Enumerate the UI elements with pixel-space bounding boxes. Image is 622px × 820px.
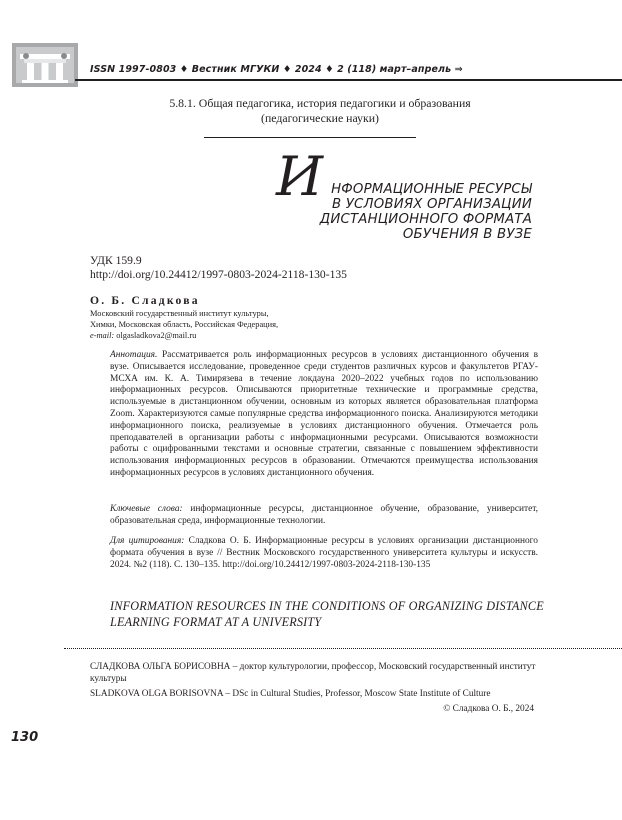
- header-divider: [75, 79, 622, 81]
- citation-label: Для цитирования:: [110, 536, 185, 546]
- author-info-ru: СЛАДКОВА ОЛЬГА БОРИСОВНА – доктор культурологии, профессор, Московский государственный институт культуры: [90, 662, 536, 684]
- affiliation-line-2: Химки, Московская область, Российская Федерация,: [90, 320, 279, 329]
- section-heading: [120, 96, 520, 126]
- keywords-label: Ключевые слова:: [110, 504, 183, 514]
- email-label: e-mail:: [90, 331, 115, 340]
- copyright: © Сладкова О. Б., 2024: [443, 704, 534, 714]
- title-line-4: ОБУЧЕНИЯ В ВУЗЕ: [402, 227, 532, 242]
- abstract-text: Рассматривается роль информационных ресурсов в условиях дистанционного обучения в вузе. Описывается исследование, проведенное среди студентов различных курсов и факультетов РГАУ-МСХА им. К. А. Тимирязева в течение локдауна 2020–2022 учебных годов по использованию информационных ресурсов. Описываются приоритетные технические и программные средства, используемые в дистанционном обучении, основным из которых является образовательная платформа Zoom. Характеризуются самые популярные средства информационного поиска. Анализируются методики информационного поиска, реализуемые в условиях дистанционного обучения. Отмечается роль преподавателей в организации работы с информационными ресурсами. Описываются возможности работы с оцифрованными текстами и основные стратегии, связанные с повышением эффективности использования информационных ресурсов в образовании. Отмечаются преимущества использования информационных ресурсов в условиях дистанционного обучения.: [110, 350, 539, 478]
- abstract: [110, 350, 538, 480]
- keywords: [110, 504, 538, 528]
- section-divider: [204, 137, 416, 138]
- affiliation-line-1: Московский государственный институт культуры,: [90, 309, 269, 318]
- footnote-divider: [64, 648, 622, 649]
- section-line-2: (педагогические науки): [261, 111, 379, 125]
- author-name: О. Б. Сладкова: [90, 294, 200, 307]
- page-number: 130: [11, 730, 39, 745]
- email-address[interactable]: olgasladkova2@mail.ru: [116, 331, 197, 340]
- title-line-3: ДИСТАНЦИОННОГО ФОРМАТА: [319, 212, 532, 227]
- section-line-1: 5.8.1. Общая педагогика, история педагогики и образования: [169, 96, 471, 110]
- author-info-en: SLADKOVA OLGA BORISOVNA – DSc in Cultural Studies, Professor, Moscow State Institute of Culture: [90, 689, 491, 699]
- author-email: [90, 331, 196, 340]
- citation: [110, 536, 538, 571]
- journal-header: ISSN 1997-0803 ♦ Вестник МГУКИ ♦ 2024 ♦ 2 (118) март–апрель ⇒: [90, 64, 463, 75]
- title-line-2: В УСЛОВИЯХ ОРГАНИЗАЦИИ: [331, 197, 532, 212]
- udc-code: УДК 159.9: [90, 254, 142, 267]
- doi-link[interactable]: http://doi.org/10.24412/1997-0803-2024-2118-130-135: [90, 268, 347, 281]
- journal-logo: [12, 43, 78, 87]
- title-initial-letter: И: [276, 145, 324, 208]
- keywords-text: информационные ресурсы, дистанционное обучение, образование, университет, образовательная среда, информационные технологии.: [110, 504, 538, 526]
- english-title: INFORMATION RESOURCES IN THE CONDITIONS OF ORGANIZING DISTANCE LEARNING FORMAT AT A UNIVERSITY: [110, 599, 544, 629]
- title-line-1: НФОРМАЦИОННЫЕ РЕСУРСЫ: [331, 182, 532, 197]
- abstract-label: Аннотация.: [110, 350, 158, 360]
- citation-text: Сладкова О. Б. Информационные ресурсы в условиях организации дистанционного формата обучения в вузе // Вестник Московского государственного университета культуры и искусств. 2024. №2 (118). С. 130–135. http://doi.org/10.24412/1997-0803-2024-2118-130-135: [110, 536, 538, 570]
